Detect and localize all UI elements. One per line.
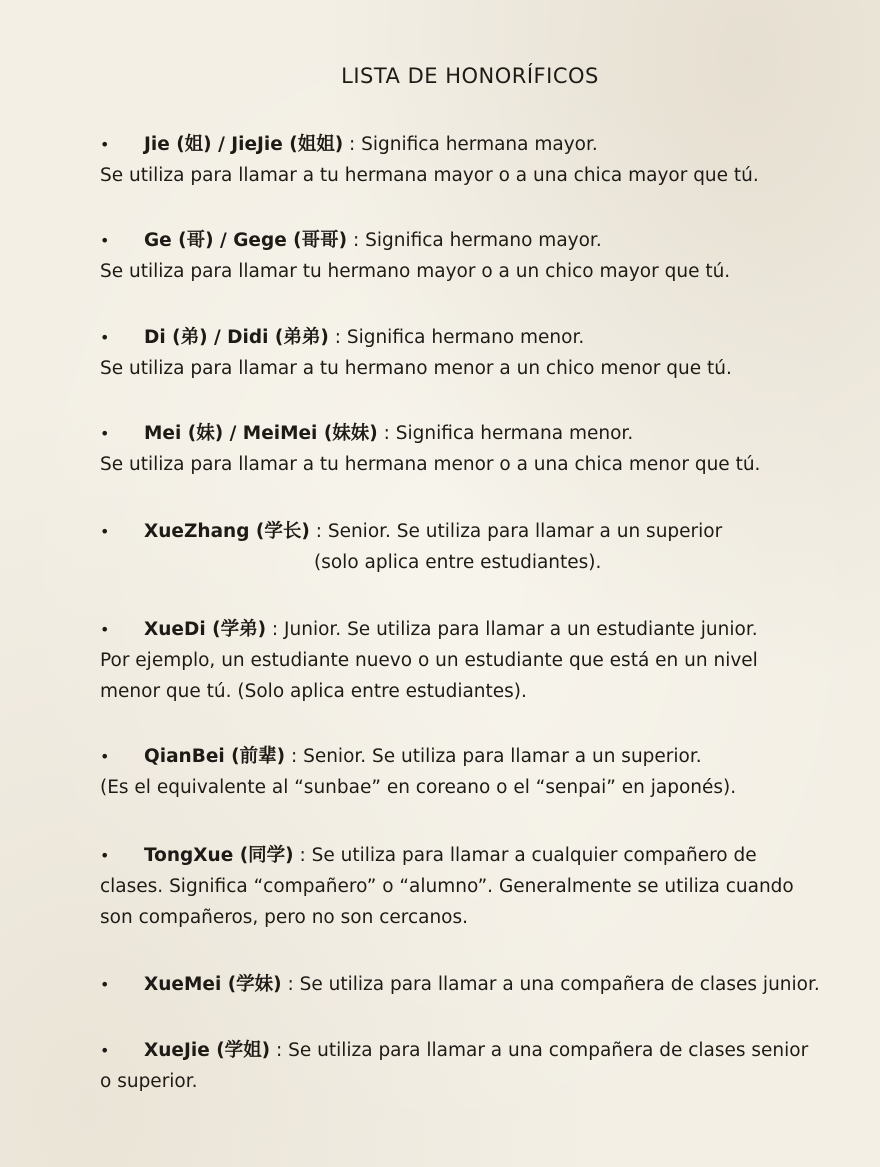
list-item-xuejie: [100, 1035, 860, 1097]
separator: :: [270, 1040, 289, 1061]
definition: Senior. Se utiliza para llamar a un superior.: [303, 746, 702, 767]
list-item-xuedi: [100, 614, 860, 707]
entry-text-line: Se utiliza para llamar a tu hermana menor o a una chica menor que tú.: [100, 454, 761, 475]
page-title: LISTA DE HONORÍFICOS: [341, 64, 599, 88]
entry-heading: [100, 840, 860, 871]
definition: Significa hermana menor.: [395, 423, 634, 444]
term: QianBei (前辈): [144, 746, 286, 767]
definition: Se utiliza para llamar a una compañera de clases junior.: [299, 974, 820, 995]
bullet: •: [100, 424, 110, 443]
bullet: •: [100, 846, 110, 865]
bullet: •: [100, 522, 110, 541]
entry-heading: [100, 969, 860, 1000]
definition: Significa hermano mayor.: [365, 230, 602, 251]
separator: :: [347, 230, 366, 251]
list-item-di: [100, 322, 860, 384]
bullet: •: [100, 1041, 110, 1060]
entry-heading: [100, 418, 860, 449]
entry-text-line: Se utiliza para llamar a tu hermana mayor o a una chica mayor que tú.: [100, 165, 759, 186]
list-item-ge: [100, 225, 860, 287]
term: Mei (妹) / MeiMei (妹妹): [144, 423, 378, 444]
term: XueZhang (学长): [144, 521, 310, 542]
list-item-xuemei: [100, 969, 860, 1000]
definition: Junior. Se utiliza para llamar a un estudiante junior.: [284, 619, 758, 640]
bullet: •: [100, 135, 110, 154]
definition: Significa hermano menor.: [346, 327, 585, 348]
entry-text-line: clases. Significa “compañero” o “alumno”. Generalmente se utiliza cuando: [100, 876, 794, 897]
entry-heading: [100, 741, 860, 772]
entry-text-line: Se utiliza para llamar a tu hermano menor a un chico menor que tú.: [100, 358, 732, 379]
term: TongXue (同学): [144, 845, 294, 866]
entry-heading: [100, 322, 860, 353]
entry-text-line: (Es el equivalente al “sunbae” en coreano o el “senpai” en japonés).: [100, 777, 737, 798]
list-item-mei: [100, 418, 860, 480]
term: XueDi (学弟): [144, 619, 267, 640]
definition: Se utiliza para llamar a una compañera de clases senior: [288, 1040, 809, 1061]
entry-text-line: o superior.: [100, 1071, 198, 1092]
separator: :: [328, 327, 347, 348]
list-item-xuezhang: [100, 516, 860, 578]
term: Ge (哥) / Gege (哥哥): [144, 230, 348, 251]
bullet: •: [100, 231, 110, 250]
term: XueJie (学姐): [144, 1040, 271, 1061]
list-item-jie: [100, 129, 860, 191]
definition: Se utiliza para llamar a cualquier compañero de: [311, 845, 757, 866]
bullet: •: [100, 620, 110, 639]
entry-heading: [100, 225, 860, 256]
bullet: •: [100, 975, 110, 994]
entry-text-line: menor que tú. (Solo aplica entre estudiantes).: [100, 681, 527, 702]
entry-text-line: (solo aplica entre estudiantes).: [314, 552, 602, 573]
separator: :: [309, 521, 328, 542]
bullet: •: [100, 328, 110, 347]
list-item-qianbei: [100, 741, 860, 803]
term: XueMei (学妹): [144, 974, 282, 995]
entry-heading: [100, 614, 860, 645]
entry-heading: [100, 1035, 860, 1066]
entry-text-line: Por ejemplo, un estudiante nuevo o un estudiante que está en un nivel: [100, 650, 758, 671]
entry-text-line: son compañeros, pero no son cercanos.: [100, 907, 469, 928]
list-item-tongxue: [100, 840, 860, 933]
separator: :: [285, 746, 304, 767]
entry-heading: [100, 129, 860, 160]
separator: :: [377, 423, 396, 444]
entry-heading: [100, 516, 860, 547]
definition: Senior. Se utiliza para llamar a un superior: [327, 521, 723, 542]
separator: :: [266, 619, 285, 640]
entry-text-line: Se utiliza para llamar tu hermano mayor o a un chico mayor que tú.: [100, 261, 731, 282]
separator: :: [281, 974, 300, 995]
term: Jie (姐) / JieJie (姐姐): [144, 134, 344, 155]
term: Di (弟) / Didi (弟弟): [144, 327, 329, 348]
definition: Significa hermana mayor.: [361, 134, 598, 155]
bullet: •: [100, 747, 110, 766]
separator: :: [343, 134, 362, 155]
separator: :: [293, 845, 312, 866]
